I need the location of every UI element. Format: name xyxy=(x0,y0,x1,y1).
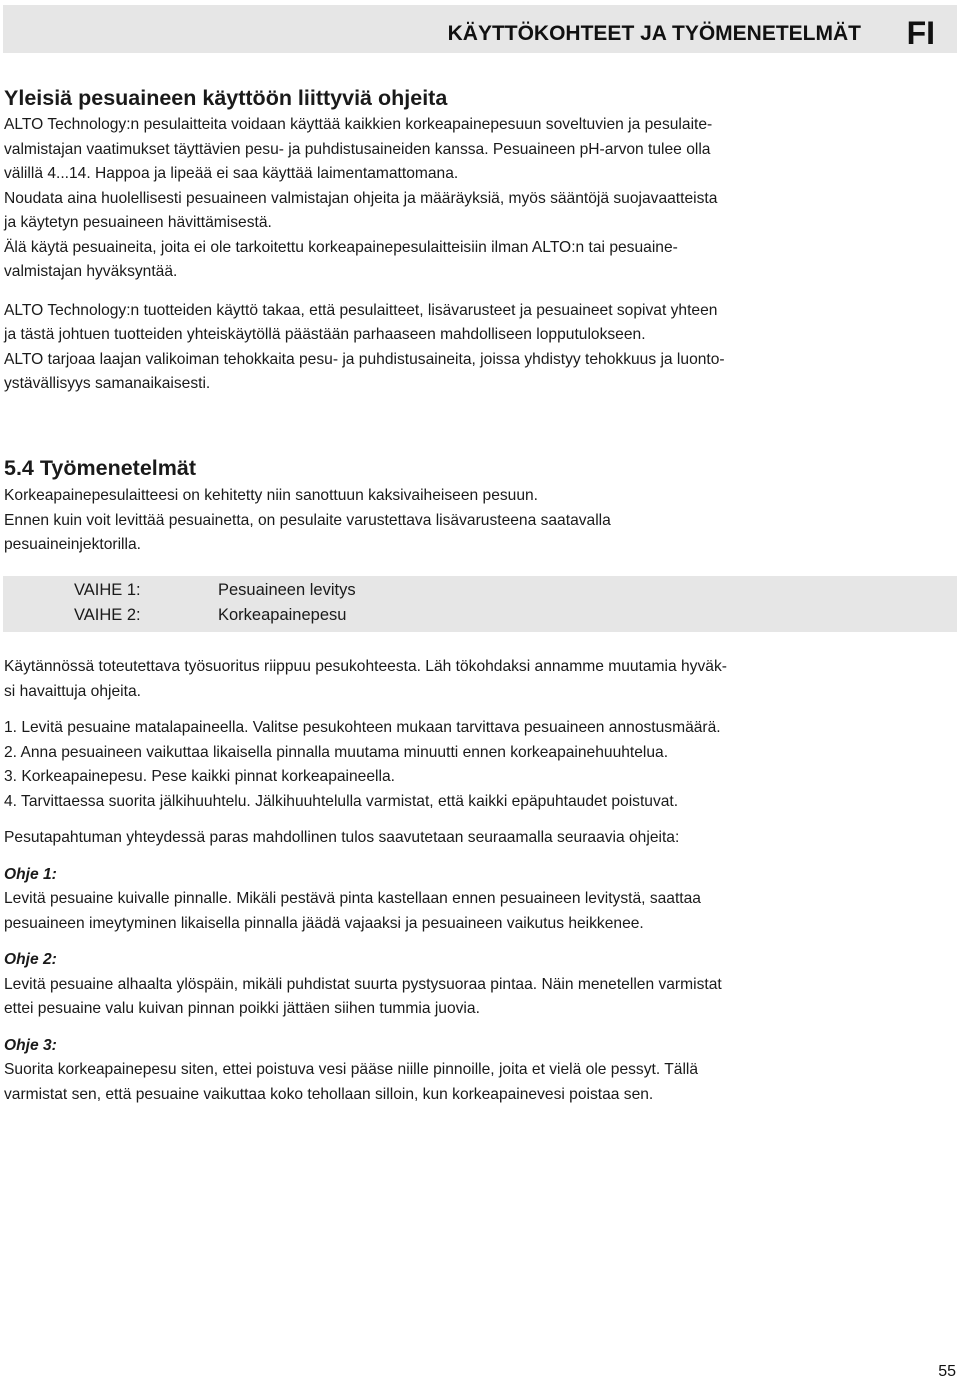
general-instructions-section xyxy=(4,83,956,397)
page-header xyxy=(3,5,957,53)
header-title: KÄYTTÖKOHTEET JA TYÖMENETELMÄT xyxy=(447,22,861,45)
summary-line: Pesutapahtuman yhteydessä paras mahdollinen tulos saavutetaan seuraamalla seuraavia ohjeita: xyxy=(4,829,680,846)
paragraph-line: Korkeapainepesulaitteesi on kehitetty niin sanottuun kaksivaiheiseen pesuun. xyxy=(4,487,539,504)
paragraph-line: ja käytetyn pesuaineen hävittämisestä. xyxy=(4,214,272,231)
tip-line: Levitä pesuaine kuivalle pinnalle. Mikäli pestävä pinta kastellaan ennen pesuaineen levitystä, saattaa xyxy=(4,890,701,907)
tip-line: Suorita korkeapainepesu siten, ettei poistuva vesi pääse niille pinnoille, joita et vielä ole pessyt. Tällä xyxy=(4,1061,699,1078)
list-item: 2. Anna pesuaineen vaikuttaa likaisella pinnalla muutama minuutti ennen korkeapainehuuhtelua. xyxy=(4,743,669,761)
section-heading: Yleisiä pesuaineen käyttöön liittyviä ohjeita xyxy=(4,86,448,110)
paragraph-line: välillä 4...14. Happoa ja lipeää ei saa käyttää laimentamattomana. xyxy=(4,165,459,182)
list-item: 1. Levitä pesuaine matalapaineella. Valitse pesukohteen mukaan tarvittava pesuaineen annostusmäärä. xyxy=(4,719,721,736)
steps-box xyxy=(3,576,957,632)
step-label: VAIHE 2: xyxy=(74,606,141,624)
paragraph-line: valmistajan hyväksyntää. xyxy=(4,263,178,280)
section-heading: 5.4 Työmenetelmät xyxy=(4,456,196,480)
procedure-section xyxy=(4,655,956,1107)
paragraph-line: pesuaineinjektorilla. xyxy=(4,536,141,553)
paragraph-line: ALTO tarjoaa laajan valikoiman tehokkaita pesu- ja puhdistusaineita, joissa yhdistyy tehokkuus ja luonto- xyxy=(4,350,725,368)
tip-line: varmistat sen, että pesuaine vaikuttaa koko tehollaan silloin, kun korkeapainevesi poistaa sen. xyxy=(4,1085,654,1103)
tip-line: Levitä pesuaine alhaalta ylöspäin, mikäli puhdistat suurta pystysuoraa pintaa. Näin menetellen varmistat xyxy=(4,975,722,993)
list-item: 4. Tarvittaessa suorita jälkihuuhtelu. Jälkihuuhtelulla varmistat, että kaikki epäpuhtaudet poistuvat. xyxy=(4,792,679,810)
paragraph-line: ystävällisyys samanaikaisesti. xyxy=(4,375,211,392)
paragraph-line: Älä käytä pesuaineita, joita ei ole tarkoitettu korkeapainepesulaitteisiin ilman ALTO:n tai pesuaine- xyxy=(4,238,678,256)
paragraph-line: ALTO Technology:n tuotteiden käyttö takaa, että pesulaitteet, lisävarusteet ja pesuaineet sopivat yhteen xyxy=(4,301,718,319)
tip-heading: Ohje 2: xyxy=(4,951,57,968)
step-value: Pesuaineen levitys xyxy=(218,581,356,599)
list-item: 3. Korkeapainepesu. Pese kaikki pinnat korkeapaineella. xyxy=(4,768,395,785)
paragraph-line: ALTO Technology:n pesulaitteita voidaan käyttää kaikkien korkeapainepesuun soveltuvien ja pesulaite- xyxy=(4,116,713,133)
language-code: FI xyxy=(906,15,935,51)
tip-heading: Ohje 1: xyxy=(4,865,57,883)
step-label: VAIHE 1: xyxy=(74,581,141,599)
tip-heading: Ohje 3: xyxy=(4,1036,57,1054)
work-methods-section xyxy=(4,452,956,558)
paragraph-line: Noudata aina huolellisesti pesuaineen valmistajan ohjeita ja määräyksiä, myös sääntöjä suojavaatteista xyxy=(4,189,718,207)
tip-line: pesuaineen imeytyminen likaisella pinnalla jäädä vajaaksi ja pesuaineen vaikutus heikkenee. xyxy=(4,914,644,932)
page-number: 55 xyxy=(938,1363,956,1380)
paragraph-line: Käytännössä toteutettava työsuoritus riippuu pesukohteesta. Läh tökohdaksi annamme muutamia hyväk- xyxy=(4,658,727,675)
paragraph-line: si havaittuja ohjeita. xyxy=(4,682,141,700)
tip-line: ettei pesuaine valu kuivan pinnan poikki jättäen siihen tummia juovia. xyxy=(4,1000,480,1017)
step-value: Korkeapainepesu xyxy=(218,606,347,624)
paragraph-line: ja tästä johtuen tuotteiden yhteiskäytöllä päästään parhaaseen mahdolliseen lopputulokseen. xyxy=(4,326,646,343)
paragraph-line: valmistajan vaatimukset täyttävien pesu- ja puhdistusaineiden kanssa. Pesuaineen pH-arvon tulee olla xyxy=(4,140,711,158)
paragraph-line: Ennen kuin voit levittää pesuainetta, on pesulaite varustettava lisävarusteena saatavalla xyxy=(4,511,611,529)
